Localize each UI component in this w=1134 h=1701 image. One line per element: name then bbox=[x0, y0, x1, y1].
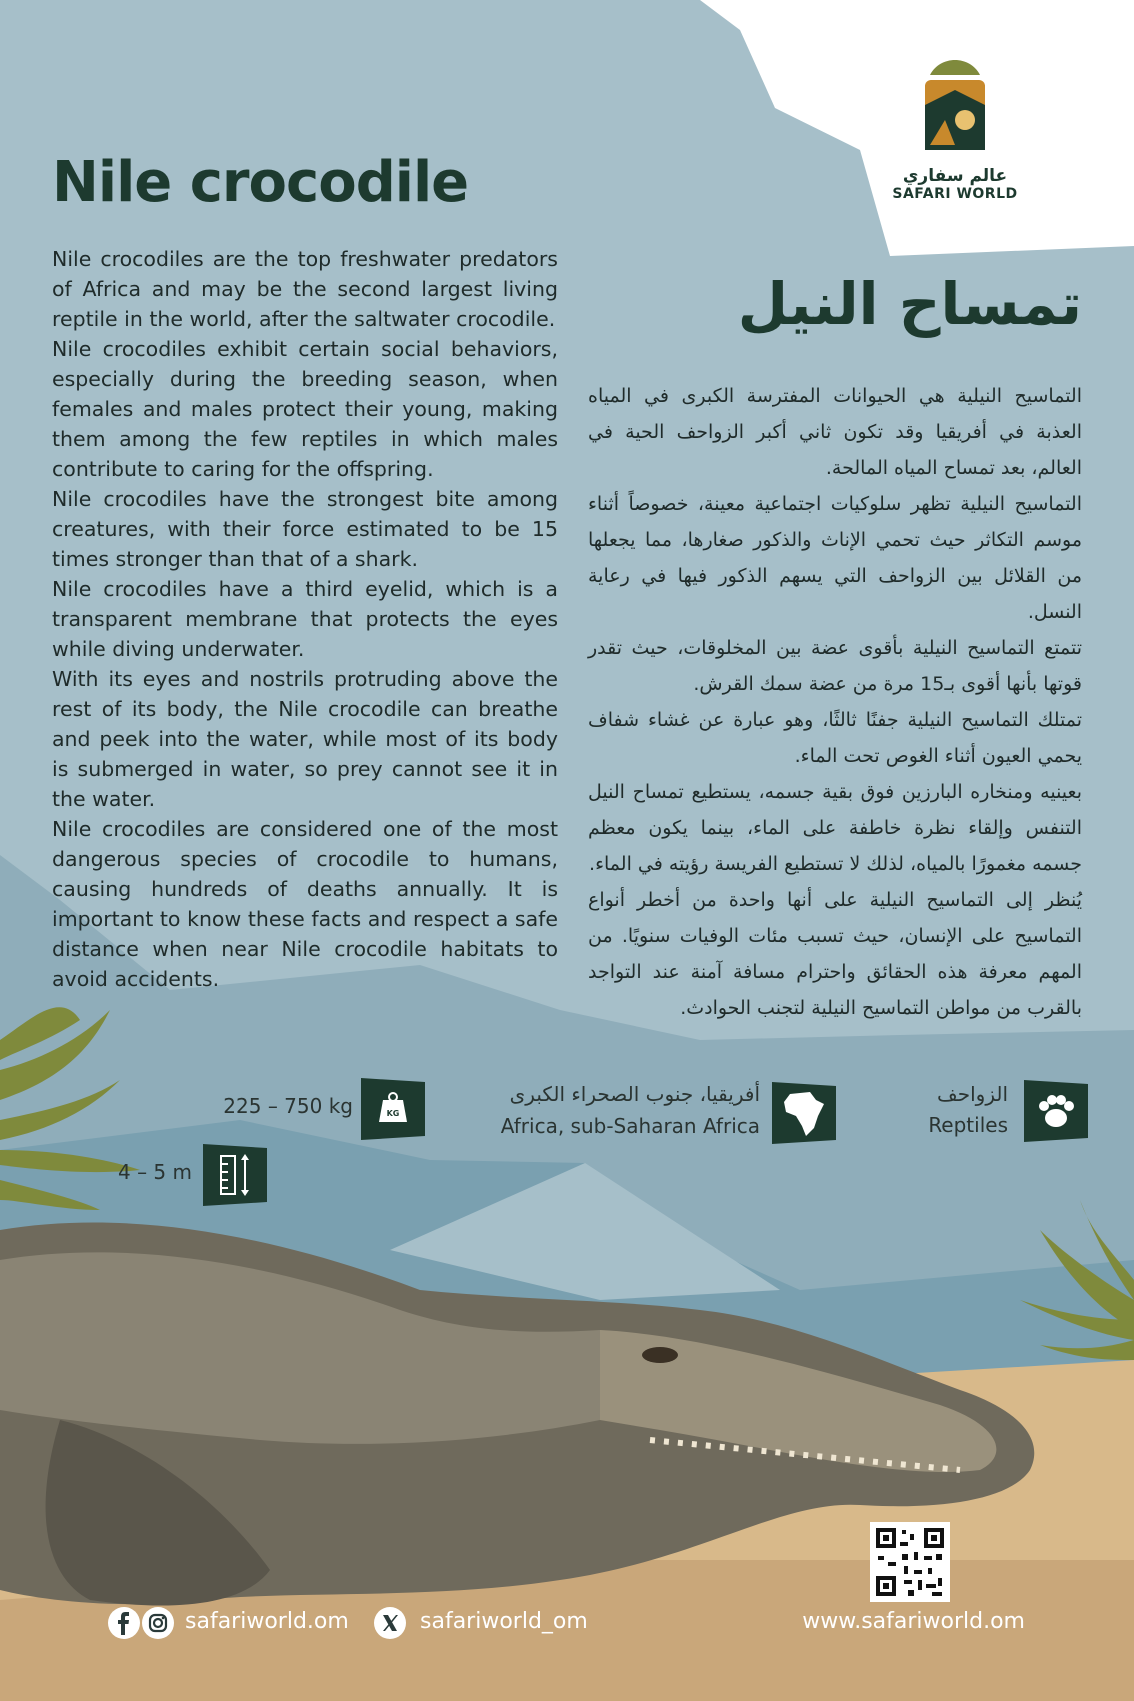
facebook-icon[interactable] bbox=[108, 1607, 140, 1639]
paragraph-en-2: Nile crocodiles exhibit certain social behaviors, especially during the breeding season, when females and males protect their young, making them among the few reptiles in which males contribute to caring for the offspring. bbox=[52, 337, 558, 481]
title-arabic: تمساح النيل bbox=[737, 270, 1082, 338]
safari-world-logo bbox=[880, 50, 1030, 202]
qr-code[interactable] bbox=[870, 1522, 950, 1602]
paragraph-en-4: Nile crocodiles have a third eyelid, which is a transparent membrane that protects the eyes while diving underwater. bbox=[52, 577, 558, 661]
paragraph-ar-5: بعينيه ومنخاره البارزين فوق بقية جسمه، يستطيع تمساح النيل التنفس وإلقاء نظرة خاطفة على الماء، بينما يكون معظم جسمه مغمورًا بالمياه، لذلك لا تستطيع الفريسة رؤيته في الماء. bbox=[588, 781, 1082, 875]
logo-text-english: SAFARI WORLD bbox=[892, 186, 1018, 202]
x-icon[interactable] bbox=[374, 1607, 406, 1639]
title-english: Nile crocodile bbox=[52, 150, 469, 215]
paragraph-ar-2: التماسيح النيلية تظهر سلوكيات اجتماعية معينة، خصوصاً أثناء موسم التكاثر حيث تحمي الإناث والذكور صغارها، مما يجعلها من القلائل بين الزواحف التي يسهم الذكور فيها في رعاية النسل. bbox=[588, 493, 1082, 623]
class-arabic: الزواحف bbox=[937, 1082, 1008, 1106]
paragraph-ar-6: يُنظر إلى التماسيح النيلية على أنها واحدة من أخطر أنواع التماسيح على الإنسان، حيث تسبب مئات الوفيات سنويًا. من المهم معرفة هذه الحقائق واحترام مسافة آمنة عند التواجد بالقرب من مواطن التماسيح النيلية لتجنب الحوادث. bbox=[588, 889, 1082, 1019]
length-ruler-icon bbox=[203, 1144, 267, 1206]
class-flag bbox=[1024, 1080, 1088, 1142]
region-flag bbox=[772, 1082, 836, 1144]
region-arabic: أفريقيا، جنوب الصحراء الكبرى bbox=[509, 1082, 760, 1106]
paragraph-en-5: With its eyes and nostrils protruding above the rest of its body, the Nile crocodile can breathe and peek into the water, while most of its body is submerged in water, so prey cannot see it in the water. bbox=[52, 667, 558, 811]
paragraph-en-3: Nile crocodiles have the strongest bite among creatures, with their force estimated to be 15 times stronger than that of a shark. bbox=[52, 487, 558, 571]
body-arabic bbox=[588, 378, 1082, 1026]
paragraph-en-6: Nile crocodiles are considered one of the most dangerous species of crocodile to humans, causing hundreds of deaths annually. It is important to know these facts and respect a safe distance when near Nile crocodile habitats to avoid accidents. bbox=[52, 817, 558, 991]
africa-map-icon bbox=[772, 1082, 836, 1144]
length-flag bbox=[203, 1144, 267, 1206]
paragraph-ar-1: التماسيح النيلية هي الحيوانات المفترسة الكبرى في المياه العذبة في أفريقيا وقد تكون ثاني أكبر الزواحف الحية في العالم، بعد تمساح المياه المالحة. bbox=[588, 385, 1082, 479]
instagram-icon[interactable] bbox=[142, 1607, 174, 1639]
social-handle-2[interactable]: safariworld_om bbox=[420, 1609, 588, 1634]
class-english: Reptiles bbox=[928, 1113, 1008, 1137]
body-english bbox=[52, 244, 558, 994]
weight-range: 225 – 750 kg bbox=[223, 1094, 353, 1118]
website-link[interactable]: www.safariworld.om bbox=[802, 1609, 1025, 1634]
svg-text:KG: KG bbox=[386, 1109, 400, 1118]
length-range: 4 – 5 m bbox=[117, 1160, 192, 1184]
paragraph-ar-3: تتمتع التماسيح النيلية بأقوى عضة بين المخلوقات، حيث تقدر قوتها بأنها أقوى بـ15 مرة من عضة سمك القرش. bbox=[588, 637, 1082, 695]
logo-text-arabic: عالم سفاري bbox=[902, 166, 1008, 186]
social-handle-1[interactable]: safariworld.om bbox=[185, 1609, 349, 1634]
paw-icon bbox=[1024, 1080, 1088, 1142]
weight-flag bbox=[361, 1078, 425, 1140]
weight-icon bbox=[361, 1078, 425, 1140]
region-english: Africa, sub-Saharan Africa bbox=[500, 1114, 760, 1138]
safari-world-emblem-icon bbox=[910, 50, 1000, 160]
paragraph-en-1: Nile crocodiles are the top freshwater predators of Africa and may be the second largest living reptile in the world, after the saltwater crocodile. bbox=[52, 247, 558, 331]
paragraph-ar-4: تمتلك التماسيح النيلية جفنًا ثالثًا، وهو عبارة عن غشاء شفاف يحمي العيون أثناء الغوص تحت الماء. bbox=[588, 709, 1082, 767]
